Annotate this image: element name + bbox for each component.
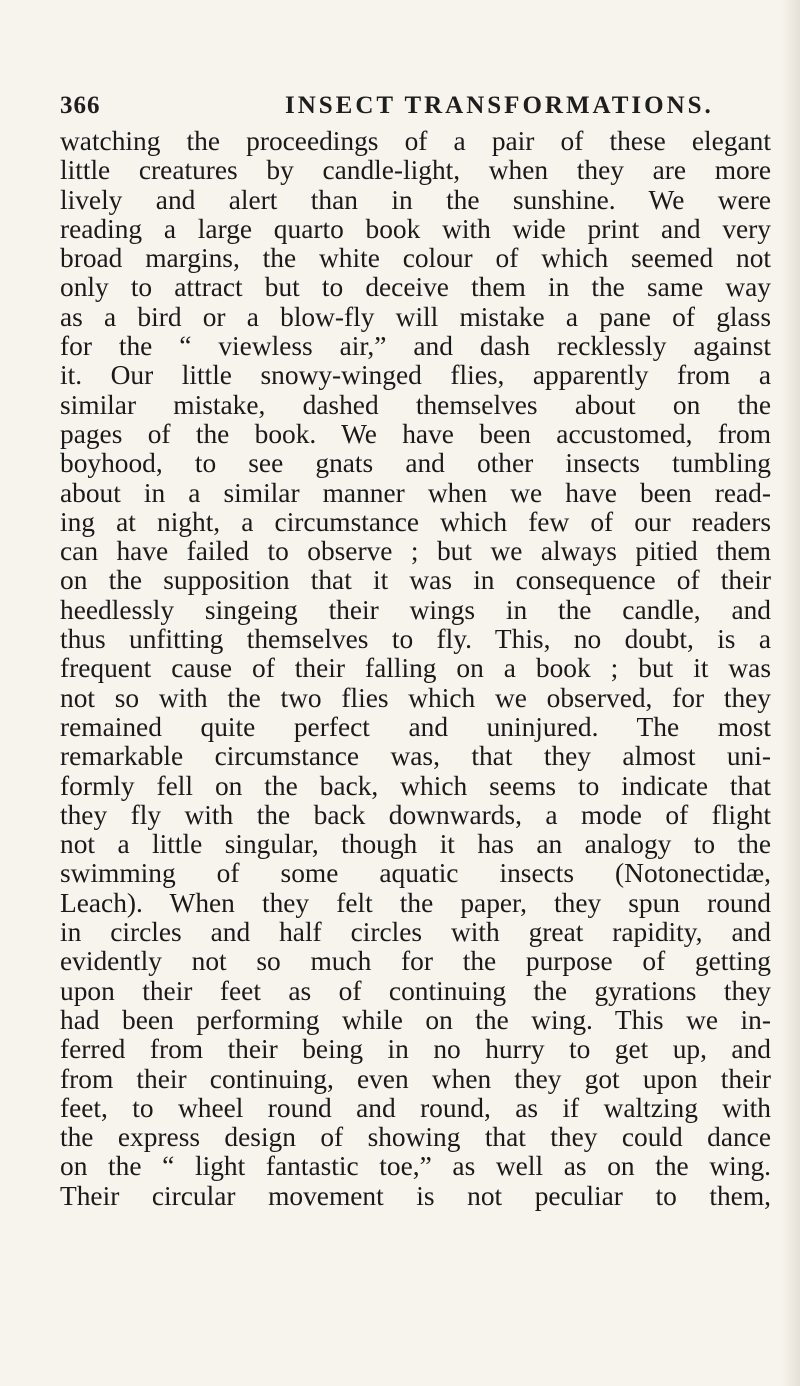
page-edge-shadow bbox=[782, 0, 800, 1386]
text-line: upon their feet as of continuing the gyrations they bbox=[60, 975, 771, 1006]
text-line: not a little singular, though it has an analogy to the bbox=[60, 829, 771, 860]
text-line: can have failed to observe ; but we always pitied them bbox=[60, 536, 771, 567]
text-line: on the “ light fantastic toe,” as well as on the wing. bbox=[60, 1151, 771, 1182]
running-head: INSECT TRANSFORMATIONS. bbox=[285, 92, 714, 119]
text-line: thus unfitting themselves to fly. This, no doubt, is a bbox=[60, 624, 771, 655]
text-line: it. Our little snowy-winged flies, apparently from a bbox=[60, 360, 771, 391]
text-line: heedlessly singeing their wings in the candle, and bbox=[60, 594, 771, 625]
text-line: as a bird or a blow-fly will mistake a pane of glass bbox=[60, 301, 771, 332]
text-line: Leach). When they felt the paper, they spun round bbox=[60, 887, 771, 918]
text-line: pages of the book. We have been accustomed, from bbox=[60, 418, 771, 449]
text-line: not so with the two flies which we observed, for they bbox=[60, 682, 771, 713]
text-line: on the supposition that it was in consequence of their bbox=[60, 565, 771, 596]
page-number: 366 bbox=[60, 92, 101, 119]
text-line: reading a large quarto book with wide print and very bbox=[60, 213, 771, 244]
text-line: only to attract but to deceive them in the same way bbox=[60, 272, 771, 303]
body-text bbox=[60, 127, 771, 1211]
text-line: feet, to wheel round and round, as if waltzing with bbox=[60, 1092, 771, 1123]
text-line: boyhood, to see gnats and other insects tumbling bbox=[60, 448, 771, 479]
text-line: watching the proceedings of a pair of these elegant bbox=[60, 126, 771, 156]
text-line: in circles and half circles with great rapidity, and bbox=[60, 917, 771, 948]
text-line: for the “ viewless air,” and dash recklessly against bbox=[60, 331, 771, 362]
text-line: they fly with the back downwards, a mode of flight bbox=[60, 799, 771, 830]
text-line: the express design of showing that they could dance bbox=[60, 1122, 771, 1153]
text-line: from their continuing, even when they got upon their bbox=[60, 1063, 771, 1094]
text-line: remained quite perfect and uninjured. The most bbox=[60, 711, 771, 742]
text-line: ing at night, a circumstance which few of our readers bbox=[60, 506, 771, 537]
text-line: Their circular movement is not peculiar to them, bbox=[60, 1180, 771, 1211]
text-line: lively and alert than in the sunshine. We were bbox=[60, 184, 771, 215]
text-line: remarkable circumstance was, that they almost uni- bbox=[60, 741, 771, 772]
text-line: similar mistake, dashed themselves about on the bbox=[60, 389, 771, 420]
text-line: ferred from their being in no hurry to get up, and bbox=[60, 1034, 771, 1065]
text-line: frequent cause of their falling on a book ; but it was bbox=[60, 653, 771, 684]
text-line: about in a similar manner when we have been read- bbox=[60, 477, 771, 508]
text-line: swimming of some aquatic insects (Notonectidæ, bbox=[60, 858, 771, 889]
text-line: little creatures by candle-light, when they are more bbox=[60, 155, 771, 186]
text-line: broad margins, the white colour of which seemed not bbox=[60, 243, 771, 274]
text-line: evidently not so much for the purpose of getting bbox=[60, 946, 771, 977]
text-line: formly fell on the back, which seems to indicate that bbox=[60, 770, 771, 801]
text-line: had been performing while on the wing. This we in- bbox=[60, 1004, 771, 1035]
